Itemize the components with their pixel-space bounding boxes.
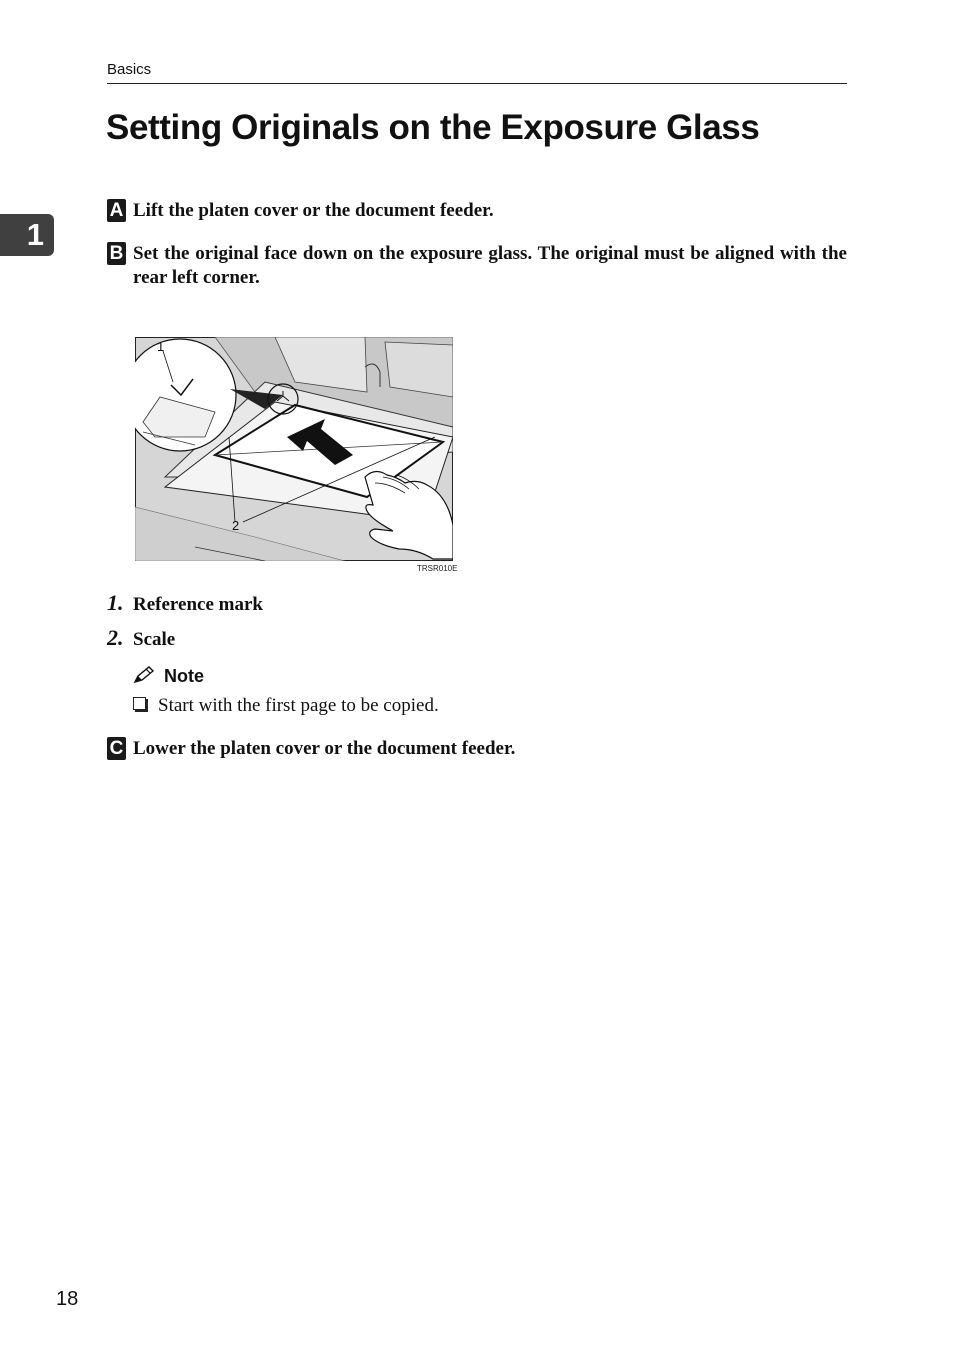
header-rule: [107, 83, 847, 84]
callout-label: Reference mark: [133, 594, 263, 615]
callout-number: 1.: [107, 590, 124, 615]
step-marker-c: C: [107, 737, 126, 760]
step-3: [107, 737, 847, 761]
note-item-text: Start with the first page to be copied.: [158, 695, 439, 716]
figure-callout-2: 2: [232, 518, 240, 533]
step-2: [107, 242, 847, 290]
checkbox-bullet-icon: [133, 697, 146, 710]
callout-2: [107, 625, 175, 651]
step-marker-a: A: [107, 199, 126, 222]
figure-code: TRSR010E: [417, 564, 458, 573]
step-2-text: Set the original face down on the exposure glass. The original must be aligned with the rear left corner.: [133, 243, 847, 288]
chapter-tab: 1: [0, 214, 54, 256]
pencil-icon: [133, 666, 164, 686]
note-heading-label: Note: [164, 666, 205, 686]
step-3-text: Lower the platen cover or the document feeder.: [133, 738, 516, 759]
exposure-glass-illustration: [135, 337, 453, 561]
page-number: 18: [56, 1288, 79, 1310]
step-1: [107, 199, 847, 223]
step-marker-b: B: [107, 242, 126, 265]
note-item: [133, 695, 439, 717]
callout-label: Scale: [133, 629, 176, 650]
page-title: Setting Originals on the Exposure Glass: [106, 108, 760, 147]
step-1-text: Lift the platen cover or the document feeder.: [133, 200, 494, 221]
running-head: Basics: [107, 61, 152, 78]
callout-1: [107, 590, 263, 616]
figure-callout-1: 1: [157, 339, 165, 354]
callout-number: 2.: [107, 625, 124, 650]
note-heading: [133, 666, 204, 687]
